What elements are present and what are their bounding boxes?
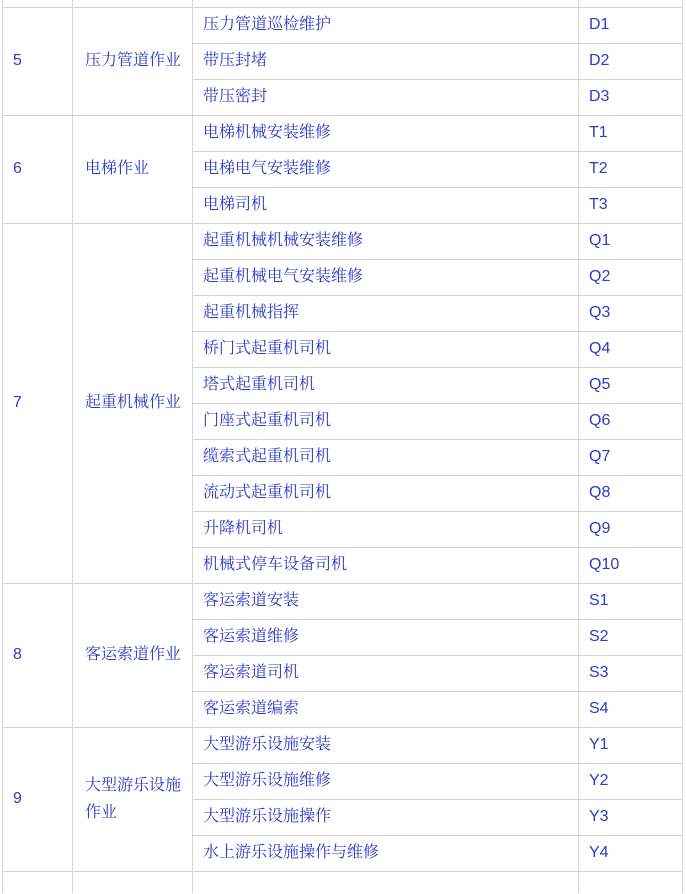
special-equipment-operations-table <box>2 0 683 893</box>
item-name-cell: 缆索式起重机司机 <box>193 439 579 475</box>
item-name-cell: 客运索道编索 <box>193 691 579 727</box>
group-category-cell: 压力管道作业 <box>73 7 193 115</box>
item-code-cell: Q8 <box>579 475 683 511</box>
item-code-cell: Y3 <box>579 799 683 835</box>
group-number-cell: 6 <box>3 115 73 223</box>
item-name-cell: 门座式起重机司机 <box>193 403 579 439</box>
item-name-cell: 大型游乐设施安装 <box>193 727 579 763</box>
clipped-cell <box>3 871 73 893</box>
item-code-cell: Y1 <box>579 727 683 763</box>
item-name-cell: 流动式起重机司机 <box>193 475 579 511</box>
item-code-cell: T3 <box>579 187 683 223</box>
table-row <box>3 727 683 763</box>
item-name-cell: 电梯电气安装维修 <box>193 151 579 187</box>
clipped-cell <box>579 871 683 893</box>
item-name-cell: 压力管道巡检维护 <box>193 7 579 43</box>
item-name-cell: 电梯司机 <box>193 187 579 223</box>
item-code-cell: S4 <box>579 691 683 727</box>
item-name-cell: 客运索道安装 <box>193 583 579 619</box>
item-name-cell: 桥门式起重机司机 <box>193 331 579 367</box>
group-category-cell: 电梯作业 <box>73 115 193 223</box>
table-row <box>3 583 683 619</box>
group-number-cell: 8 <box>3 583 73 727</box>
item-code-cell: Q10 <box>579 547 683 583</box>
item-name-cell: 电梯机械安装维修 <box>193 115 579 151</box>
item-code-cell: Q9 <box>579 511 683 547</box>
clipped-cell <box>3 0 73 7</box>
item-code-cell: S1 <box>579 583 683 619</box>
clipped-cell <box>193 0 579 7</box>
item-code-cell: Y2 <box>579 763 683 799</box>
table-row <box>3 223 683 259</box>
table-body <box>3 0 683 893</box>
group-number-cell: 5 <box>3 7 73 115</box>
item-name-cell: 带压密封 <box>193 79 579 115</box>
item-code-cell: T1 <box>579 115 683 151</box>
item-code-cell: Q4 <box>579 331 683 367</box>
item-name-cell: 带压封堵 <box>193 43 579 79</box>
item-code-cell: D3 <box>579 79 683 115</box>
item-name-cell: 客运索道维修 <box>193 619 579 655</box>
item-code-cell: T2 <box>579 151 683 187</box>
item-name-cell: 客运索道司机 <box>193 655 579 691</box>
clipped-cell <box>579 0 683 7</box>
item-code-cell: Y4 <box>579 835 683 871</box>
group-category-cell: 客运索道作业 <box>73 583 193 727</box>
item-code-cell: Q3 <box>579 295 683 331</box>
item-name-cell: 水上游乐设施操作与维修 <box>193 835 579 871</box>
table-row <box>3 115 683 151</box>
group-category-cell: 大型游乐设施作业 <box>73 727 193 871</box>
item-name-cell: 塔式起重机司机 <box>193 367 579 403</box>
table-row <box>3 7 683 43</box>
clipped-row-bottom <box>3 871 683 893</box>
clipped-cell <box>73 0 193 7</box>
group-number-cell: 7 <box>3 223 73 583</box>
item-name-cell: 大型游乐设施操作 <box>193 799 579 835</box>
item-name-cell: 起重机械电气安装维修 <box>193 259 579 295</box>
item-code-cell: Q1 <box>579 223 683 259</box>
item-name-cell: 升降机司机 <box>193 511 579 547</box>
clipped-cell <box>193 871 579 893</box>
item-code-cell: Q6 <box>579 403 683 439</box>
item-code-cell: Q7 <box>579 439 683 475</box>
clipped-cell <box>73 871 193 893</box>
item-name-cell: 机械式停车设备司机 <box>193 547 579 583</box>
item-name-cell: 起重机械机械安装维修 <box>193 223 579 259</box>
item-code-cell: S3 <box>579 655 683 691</box>
item-code-cell: D2 <box>579 43 683 79</box>
item-code-cell: Q2 <box>579 259 683 295</box>
group-category-cell: 起重机械作业 <box>73 223 193 583</box>
group-number-cell: 9 <box>3 727 73 871</box>
item-code-cell: Q5 <box>579 367 683 403</box>
clipped-row-top <box>3 0 683 7</box>
item-name-cell: 大型游乐设施维修 <box>193 763 579 799</box>
item-name-cell: 起重机械指挥 <box>193 295 579 331</box>
item-code-cell: S2 <box>579 619 683 655</box>
item-code-cell: D1 <box>579 7 683 43</box>
